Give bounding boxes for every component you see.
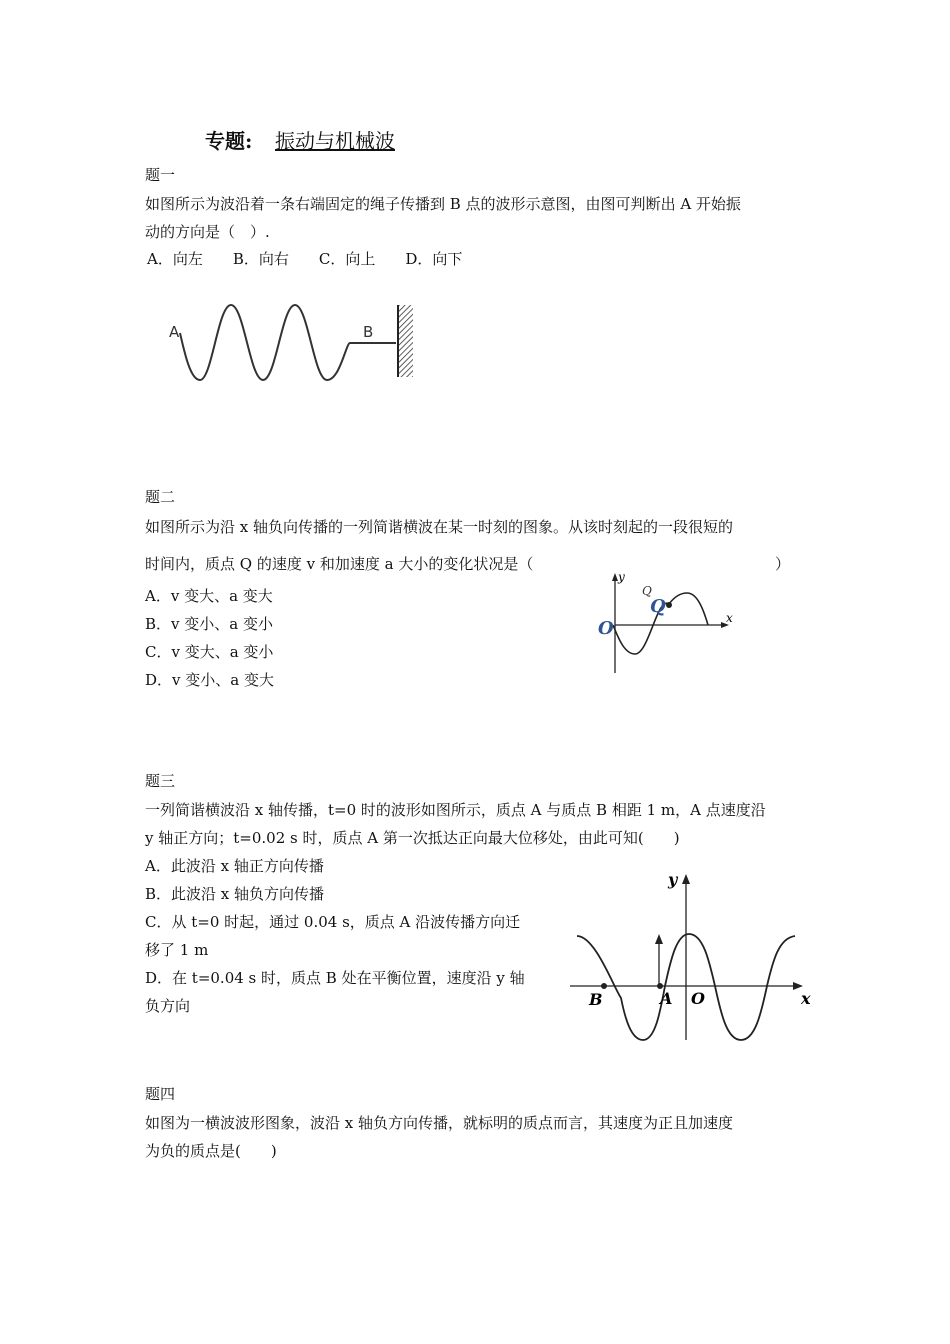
q3-x-label: x	[801, 989, 811, 1008]
q2-option-c: C．v 变大、a 变小	[145, 643, 274, 661]
q2-option-a: A．v 变大、a 变大	[145, 587, 273, 605]
q3-option-c-line1: C．从 t=0 时起，通过 0.04 s，质点 A 沿波传播方向迁	[145, 913, 521, 931]
q4-label: 题四	[145, 1085, 176, 1103]
q3-option-d-line2: 负方向	[145, 997, 191, 1015]
q3-label: 题三	[145, 772, 176, 790]
q2-stem-close: ）	[775, 555, 791, 573]
q3-option-b: B．此波沿 x 轴负方向传播	[145, 885, 325, 903]
q1-options: A．向左 B．向右 C．向上 D．向下	[147, 250, 463, 268]
q4-stem-line2: 为负的质点是( )	[145, 1142, 277, 1160]
q2-origin-label: O	[598, 618, 614, 639]
q1-wall-hatch	[399, 305, 413, 377]
q1-point-b-label: B	[363, 323, 374, 341]
q4-stem-line1: 如图为一横波波形图象，波沿 x 轴负方向传播，就标明的质点而言，其速度为正且加速度	[145, 1114, 733, 1132]
q3-stem-line1: 一列简谐横波沿 x 轴传播，t=0 时的波形如图所示，质点 A 与质点 B 相距 1 m，A 点速度沿	[145, 801, 766, 819]
q1-label: 题一	[145, 166, 176, 184]
q3-option-d-line1: D．在 t=0.04 s 时，质点 B 处在平衡位置，速度沿 y 轴	[145, 969, 525, 987]
page-title-label: 专题:	[205, 129, 253, 153]
q2-stem-line2: 时间内，质点 Q 的速度 v 和加速度 a 大小的变化状况是（	[145, 555, 534, 573]
q1-stem-line1: 如图所示为波沿着一条右端固定的绳子传播到 B 点的波形示意图，由图可判断出 A 开始振	[145, 195, 741, 213]
q2-label: 题二	[145, 488, 176, 506]
q2-wave-figure	[595, 568, 745, 678]
q3-point-a-label: A	[660, 989, 673, 1008]
q2-point-q	[666, 602, 672, 608]
q3-y-label: y	[668, 870, 678, 889]
q1-rope-wave-figure	[160, 295, 425, 390]
q3-point-b-label: B	[589, 990, 603, 1009]
page-title-topic: 振动与机械波	[275, 129, 395, 153]
q3-point-b	[601, 983, 607, 989]
q1-wave-curve	[180, 305, 396, 380]
q3-y-arrow	[682, 874, 690, 884]
q2-stem-line1: 如图所示为沿 x 轴负向传播的一列简谐横波在某一时刻的图象。从该时刻起的一段很短的	[145, 518, 733, 536]
q3-stem-line2: y 轴正方向；t=0.02 s 时，质点 A 第一次抵达正向最大位移处，由此可知( )	[145, 829, 680, 847]
q3-origin-label: O	[691, 989, 705, 1008]
q3-option-a: A．此波沿 x 轴正方向传播	[145, 857, 324, 875]
q2-q-small-label: Q	[642, 584, 652, 598]
q2-q-big-label: Q	[650, 596, 666, 617]
q3-option-c-line2: 移了 1 m	[145, 941, 209, 959]
q1-stem-line2: 动的方向是（ ）.	[145, 223, 270, 241]
q2-y-label: y	[618, 570, 625, 584]
q3-wave-figure	[565, 868, 815, 1048]
q3-velocity-arrow-head	[655, 934, 663, 944]
q2-option-d: D．v 变小、a 变大	[145, 671, 274, 689]
q1-point-a-label: A	[169, 323, 180, 341]
q2-x-label: x	[726, 611, 733, 625]
q2-option-b: B．v 变小、a 变小	[145, 615, 273, 633]
